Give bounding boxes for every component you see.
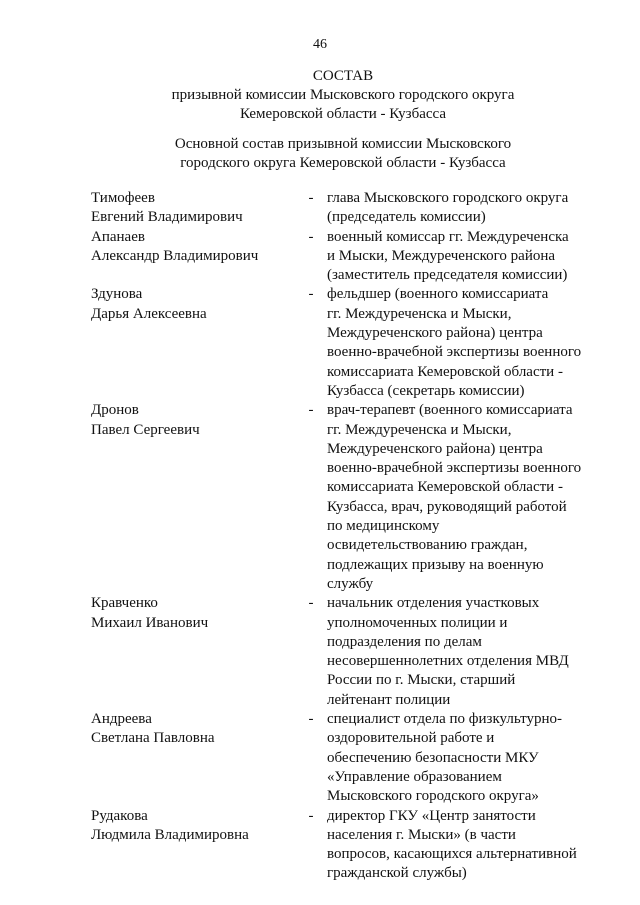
member-role-line: Междуреченского района) центра [327,325,543,342]
member-name-line: Кравченко [91,595,158,612]
member-name-line: Здунова [91,286,143,303]
member-name-line: Андреева [91,711,152,728]
member-role-line: оздоровительной работе и [327,730,495,747]
section-heading-line: городского округа Кемеровской области - Кузбасса [180,155,506,171]
member-name [91,189,306,228]
title-line: призывной комиссии Мысковского городского округа [171,87,515,103]
page-number: 46 [313,37,327,52]
member-name-line: Тимофеев [91,190,155,206]
member-dash: - [308,286,314,303]
member-dash: - [308,190,314,206]
member-role [327,285,597,401]
member-dash: - [308,402,314,419]
member-role-line: военно-врачебной экспертизы военного [327,460,582,477]
member-role-line: службу [327,575,374,592]
member-role-line: уполномоченных полиции и [327,614,508,631]
member-name-line: Людмила Владимировна [91,826,249,843]
member-name-line: Дарья Алексеевна [91,305,207,322]
member-role [327,594,597,710]
member-role-line: «Управление образованием [327,768,502,785]
member-dash: - [308,807,314,824]
section-heading-line: Основной состав призывной комиссии Мысковского [174,136,512,152]
member-role-line: комиссариата Кемеровской области - [327,479,563,496]
member-entry [0,807,640,884]
member-entry [0,594,640,710]
member-role-line: гражданской службы) [327,865,467,882]
member-role-line: обеспечению безопасности МКУ [327,749,539,766]
member-name-line: Дронов [91,402,139,419]
member-dash: - [308,228,314,245]
member-entry [0,710,640,806]
member-role-line: вопросов, касающихся альтернативной [327,846,577,863]
member-entry [0,228,640,286]
member-name [91,807,306,846]
member-name-line: Михаил Иванович [91,614,209,631]
member-name-line: Евгений Владимирович [91,209,243,226]
member-role-line: населения г. Мыски» (в части [327,826,516,843]
member-role-line: директор ГКУ «Центр занятости [327,807,536,824]
document-title [0,67,640,124]
member-role-line: военный комиссар гг. Междуреченска [327,228,569,245]
member-name [91,228,306,267]
member-role-line: гг. Междуреченска и Мыски, [327,421,512,438]
section-heading [0,135,640,173]
member-entry [0,401,640,594]
member-name [91,285,306,324]
members-list [0,189,640,884]
member-role-line: военно-врачебной экспертизы военного [327,344,582,361]
member-entry [0,285,640,401]
member-role-line: Кузбасса (секретарь комиссии) [327,382,525,399]
member-role-line: лейтенант полиции [327,691,451,708]
member-name [91,594,306,633]
member-name-line: Павел Сергеевич [91,421,200,438]
member-role-line: по медицинскому [327,518,440,535]
member-name-line: Рудакова [91,807,148,824]
member-name-line: Александр Владимирович [91,247,259,264]
member-role-line: и Мыски, Междуреченского района [327,247,556,264]
member-role-line: комиссариата Кемеровской области - [327,363,563,380]
member-dash: - [308,711,314,728]
member-role [327,189,597,228]
member-role-line: подлежащих призыву на военную [327,556,544,573]
member-role-line: (заместитель председателя комиссии) [327,267,568,284]
member-role-line: Мысковского городского округа» [327,788,539,805]
member-role-line: подразделения по делам [327,633,482,650]
member-role [327,401,597,594]
member-entry [0,189,640,228]
member-role-line: врач-терапевт (военного комиссариата [327,402,573,419]
member-role-line: несовершеннолетних отделения МВД [327,653,569,670]
member-role-line: Междуреченского района) центра [327,440,543,457]
member-role-line: начальник отделения участковых [327,595,540,612]
member-role-line: освидетельствованию граждан, [327,537,528,554]
member-role [327,710,597,806]
member-role-line: глава Мысковского городского округа [327,190,569,206]
member-name [91,401,306,440]
member-role [327,807,597,884]
title-line: Кемеровской области - Кузбасса [239,106,447,122]
member-role [327,228,597,286]
member-role-line: специалист отдела по физкультурно- [327,711,563,728]
member-role-line: (председатель комиссии) [327,209,486,226]
member-name-line: Апанаев [91,228,145,245]
member-role-line: гг. Междуреченска и Мыски, [327,305,512,322]
title-line: СОСТАВ [312,68,374,84]
member-name [91,710,306,749]
member-role-line: Кузбасса, врач, руководящий работой [327,498,567,515]
member-name-line: Светлана Павловна [91,730,215,747]
member-role-line: России по г. Мыски, старший [327,672,516,689]
member-dash: - [308,595,314,612]
member-role-line: фельдшер (военного комиссариата [327,286,549,303]
